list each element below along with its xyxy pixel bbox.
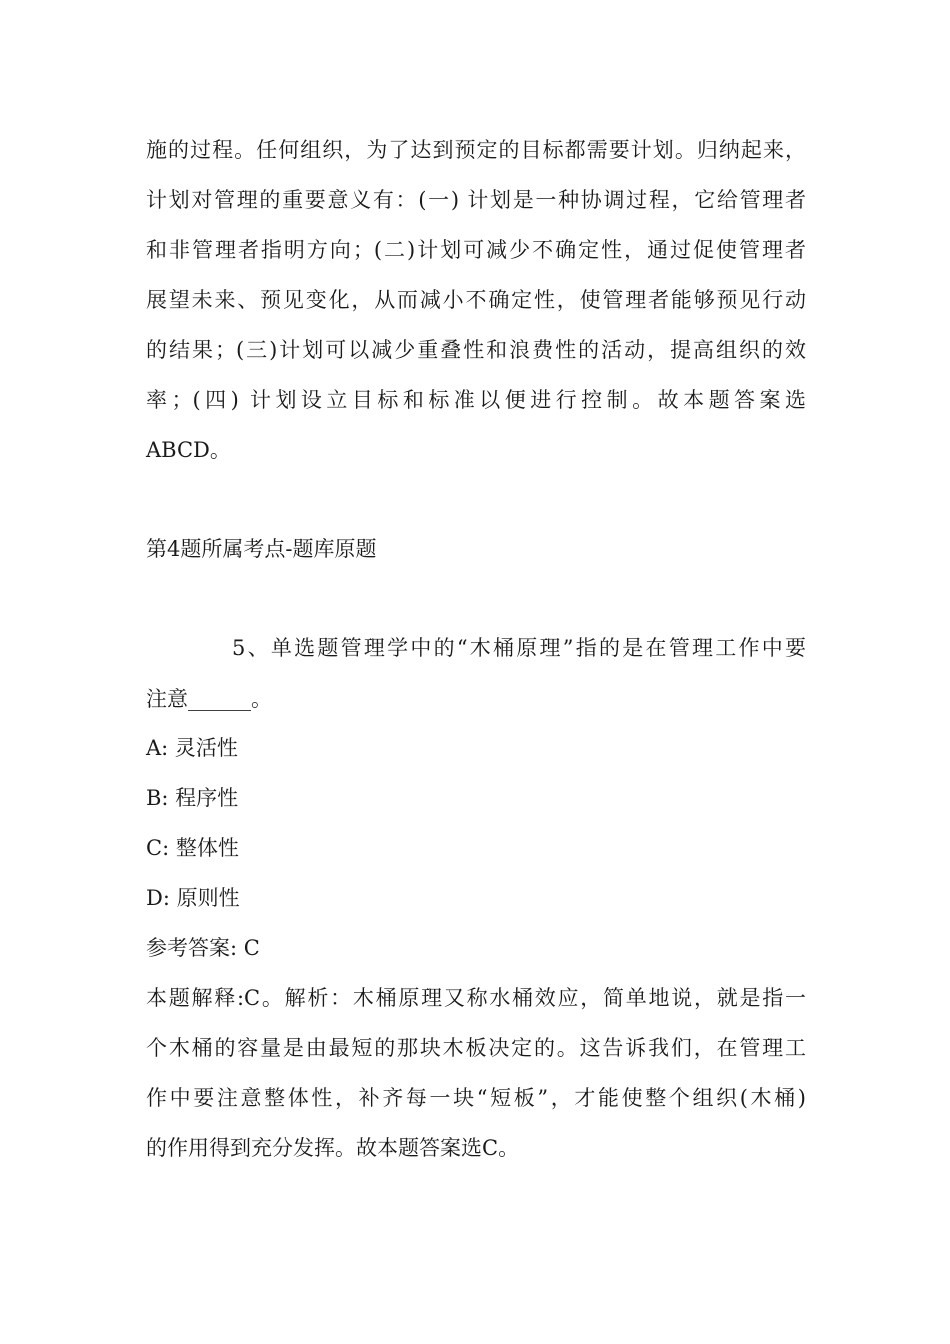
prev-explanation-line-7: ABCD。 — [146, 438, 231, 462]
q5-option-a: A: 灵活性 — [146, 736, 238, 760]
prev-explanation-line-3: 和非管理者指明方向；(二)计划可减少不确定性，通过促使管理者 — [146, 238, 806, 262]
q5-option-b: B: 程序性 — [146, 786, 239, 810]
q5-explanation-line-1: 本题解释:C。解析：木桶原理又称水桶效应，简单地说，就是指一 — [146, 986, 806, 1010]
q5-option-c: C: 整体性 — [146, 836, 239, 860]
q5-stem-line-2: 注意______。 — [146, 687, 272, 711]
q5-reference-answer: 参考答案: C — [146, 936, 260, 960]
q4-knowledge-point: 第4题所属考点-题库原题 — [146, 537, 377, 561]
prev-explanation-line-4: 展望未来、预见变化，从而减小不确定性，使管理者能够预见行动 — [146, 288, 806, 312]
q5-explanation-line-3: 作中要注意整体性，补齐每一块“短板”，才能使整个组织(木桶) — [146, 1086, 806, 1110]
prev-explanation-line-5: 的结果；(三)计划可以减少重叠性和浪费性的活动，提高组织的效 — [146, 338, 806, 362]
q5-explanation-line-4: 的作用得到充分发挥。故本题答案选C。 — [146, 1136, 520, 1160]
q5-option-d: D: 原则性 — [146, 886, 240, 910]
q5-explanation-line-2: 个木桶的容量是由最短的那块木板决定的。这告诉我们，在管理工 — [146, 1036, 806, 1060]
q5-stem-line-1: 5、单选题管理学中的“木桶原理”指的是在管理工作中要 — [232, 636, 806, 660]
prev-explanation-line-6: 率；(四) 计划设立目标和标准以便进行控制。故本题答案选 — [146, 388, 806, 412]
prev-explanation-line-2: 计划对管理的重要意义有：(一) 计划是一种协调过程，它给管理者 — [146, 188, 806, 212]
prev-explanation-line-1: 施的过程。任何组织，为了达到预定的目标都需要计划。归纳起来， — [146, 138, 806, 162]
